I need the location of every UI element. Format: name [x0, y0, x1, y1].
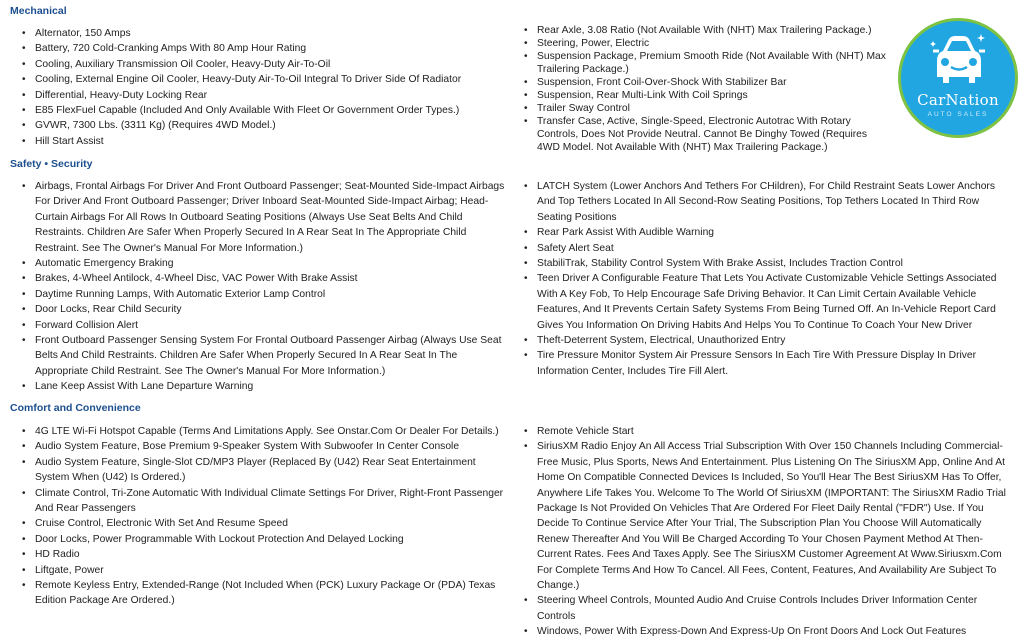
carnation-logo — [898, 18, 1018, 138]
feature-item: • Liftgate, Power — [22, 563, 508, 578]
feature-item: • Cooling, Auxiliary Transmission Oil Cooler, Heavy-Duty Air-To-Oil — [22, 57, 508, 72]
feature-item: • Hill Start Assist — [22, 134, 508, 149]
feature-item: • Forward Collision Alert — [22, 318, 508, 333]
feature-item: • Rear Park Assist With Audible Warning — [524, 225, 1014, 240]
feature-item: • SiriusXM Radio Enjoy An All Access Trial Subscription With Over 150 Channels Including Commercial-Free Music, Plus Sports, News And Entertainment. Plus Listening On The SiriusXM App, Online And At Home On Compatible Connected Devices Is Included, So You'll Hear The Best SiriusXM Has To Offer, Anywhere Life Takes You. Welcome To The World Of SiriusXM (IMPORTANT: The SiriusXM Radio Trial Package Is Not Provided On Vehicles That Are Ordered For Fleet Daily Rental ("FDR") Use. If You Decide To Continue Service After Your Trial, The Subscription Plan You Choose Will Automatically Renew Thereafter And You Will Be Charged According To Your Chosen Payment Method At Then-Current Rates. Fees And Taxes Apply. See The SiriusXM Customer Agreement At Www.Siriusxm.Com For Complete Terms And How To Cancel. All Fees, Content, Features, And Availability Are Subject To Change.) — [524, 439, 1014, 593]
feature-item: • E85 FlexFuel Capable (Included And Only Available With Fleet Or Government Order Types.) — [22, 103, 508, 118]
feature-item: • Automatic Emergency Braking — [22, 256, 508, 271]
safety-list-left — [22, 179, 508, 395]
feature-item: • Safety Alert Seat — [524, 241, 1014, 256]
feature-item: • 4G LTE Wi-Fi Hotspot Capable (Terms And Limitations Apply. See Onstar.Com Or Dealer For Details.) — [22, 424, 508, 439]
feature-item: • Brakes, 4-Wheel Antilock, 4-Wheel Disc, VAC Power With Brake Assist — [22, 271, 508, 286]
feature-item: • Trailer Sway Control — [524, 102, 890, 115]
feature-item: • Audio System Feature, Single-Slot CD/MP3 Player (Replaced By (U42) Rear Seat Entertainment System When (U42) Is Ordered.) — [22, 455, 508, 486]
feature-item: • Rear Axle, 3.08 Ratio (Not Available With (NHT) Max Trailering Package.) — [524, 24, 890, 37]
feature-item: • Suspension, Front Coil-Over-Shock With Stabilizer Bar — [524, 76, 890, 89]
feature-item: • Differential, Heavy-Duty Locking Rear — [22, 88, 508, 103]
feature-item: • Remote Vehicle Start — [524, 424, 1014, 439]
feature-item: • Remote Keyless Entry, Extended-Range (Not Included When (PCK) Luxury Package Or (PDA) Texas Edition Package Are Ordered.) — [22, 578, 508, 609]
logo-brand: CarNation — [917, 91, 999, 109]
section-heading-mechanical: Mechanical — [10, 5, 67, 17]
feature-item: • Lane Keep Assist With Lane Departure Warning — [22, 379, 508, 394]
feature-item: • GVWR, 7300 Lbs. (3311 Kg) (Requires 4WD Model.) — [22, 118, 508, 133]
section-heading-safety-security: Safety • Security — [10, 158, 93, 170]
feature-item: • Door Locks, Power Programmable With Lockout Protection And Delayed Locking — [22, 532, 508, 547]
feature-item: • Front Outboard Passenger Sensing System For Frontal Outboard Passenger Airbag (Always Use Seat Belts And Child Restraints. Children Are Safer When Properly Secured In A Rear Seat In The Appropriate Child Restraint. See The Owner's Manual For More Information.) — [22, 333, 508, 379]
feature-item: • Suspension Package, Premium Smooth Ride (Not Available With (NHT) Max Trailering Package.) — [524, 50, 890, 76]
feature-item: • Alternator, 150 Amps — [22, 26, 508, 41]
feature-item: • Door Locks, Rear Child Security — [22, 302, 508, 317]
mechanical-list-right — [524, 24, 890, 154]
feature-item: • LATCH System (Lower Anchors And Tethers For CHildren), For Child Restraint Seats Lower Anchors And Top Tethers Located In All Second-Row Seating Positions, Top Tethers Located In Third Row Seating Positions — [524, 179, 1014, 225]
section-heading-comfort-convenience: Comfort and Convenience — [10, 402, 141, 414]
feature-item: • Steering Wheel Controls, Mounted Audio And Cruise Controls Includes Driver Information Center Controls — [524, 593, 1014, 624]
feature-item: • Tire Pressure Monitor System Air Pressure Sensors In Each Tire With Pressure Display In Driver Information Center, Includes Tire Fill Alert. — [524, 348, 1014, 379]
feature-item: • Teen Driver A Configurable Feature That Lets You Activate Customizable Vehicle Settings Associated With A Key Fob, To Help Encourage Safe Driving Behavior. It Can Limit Certain Available Vehicle Features, And It Prevents Certain Safety Systems From Being Turned Off. An In-Vehicle Report Card Gives You Information On Driving Habits And Helps You To Continue To Coach Your New Driver — [524, 271, 1014, 333]
comfort-list-right — [524, 424, 1014, 640]
feature-item: • Battery, 720 Cold-Cranking Amps With 80 Amp Hour Rating — [22, 41, 508, 56]
feature-item: • HD Radio — [22, 547, 508, 562]
feature-item: • StabiliTrak, Stability Control System With Brake Assist, Includes Traction Control — [524, 256, 1014, 271]
feature-item: • Cruise Control, Electronic With Set And Resume Speed — [22, 516, 508, 531]
feature-item: • Daytime Running Lamps, With Automatic Exterior Lamp Control — [22, 287, 508, 302]
safety-list-right — [524, 179, 1014, 379]
feature-item: • Audio System Feature, Bose Premium 9-Speaker System With Subwoofer In Center Console — [22, 439, 508, 454]
feature-item: • Airbags, Frontal Airbags For Driver And Front Outboard Passenger; Seat-Mounted Side-Impact Airbags For Driver And Front Outboard Passenger; Driver Inboard Seat-Mounted Side-Impact Airbag; Head-Curtain Airbags For All Rows In Outboard Seating Positions (Always Use Seat Belts And Child Restraints. Children Are Safer When Properly Secured In A Rear Seat In The Appropriate Child Restraint. See The Owner's Manual For More Information.) — [22, 179, 508, 256]
feature-item: • Cooling, External Engine Oil Cooler, Heavy-Duty Air-To-Oil Integral To Driver Side Of Radiator — [22, 72, 508, 87]
car-icon — [929, 33, 987, 89]
feature-item: • Theft-Deterrent System, Electrical, Unauthorized Entry — [524, 333, 1014, 348]
logo-subtitle: AUTO SALES — [927, 111, 989, 118]
feature-item: • Climate Control, Tri-Zone Automatic With Individual Climate Settings For Driver, Right-Front Passenger And Rear Passengers — [22, 486, 508, 517]
feature-item: • Steering, Power, Electric — [524, 37, 890, 50]
mechanical-list-left — [22, 26, 508, 149]
feature-item: • Suspension, Rear Multi-Link With Coil Springs — [524, 89, 890, 102]
comfort-list-left — [22, 424, 508, 609]
feature-item: • Windows, Power With Express-Down And Express-Up On Front Doors And Lock Out Features — [524, 624, 1014, 639]
feature-item: • Transfer Case, Active, Single-Speed, Electronic Autotrac With Rotary Controls, Does Not Provide Neutral. Cannot Be Dinghy Towed (Requires 4WD Model. Not Available With (NHT) Max Trailering Package.) — [524, 115, 890, 154]
